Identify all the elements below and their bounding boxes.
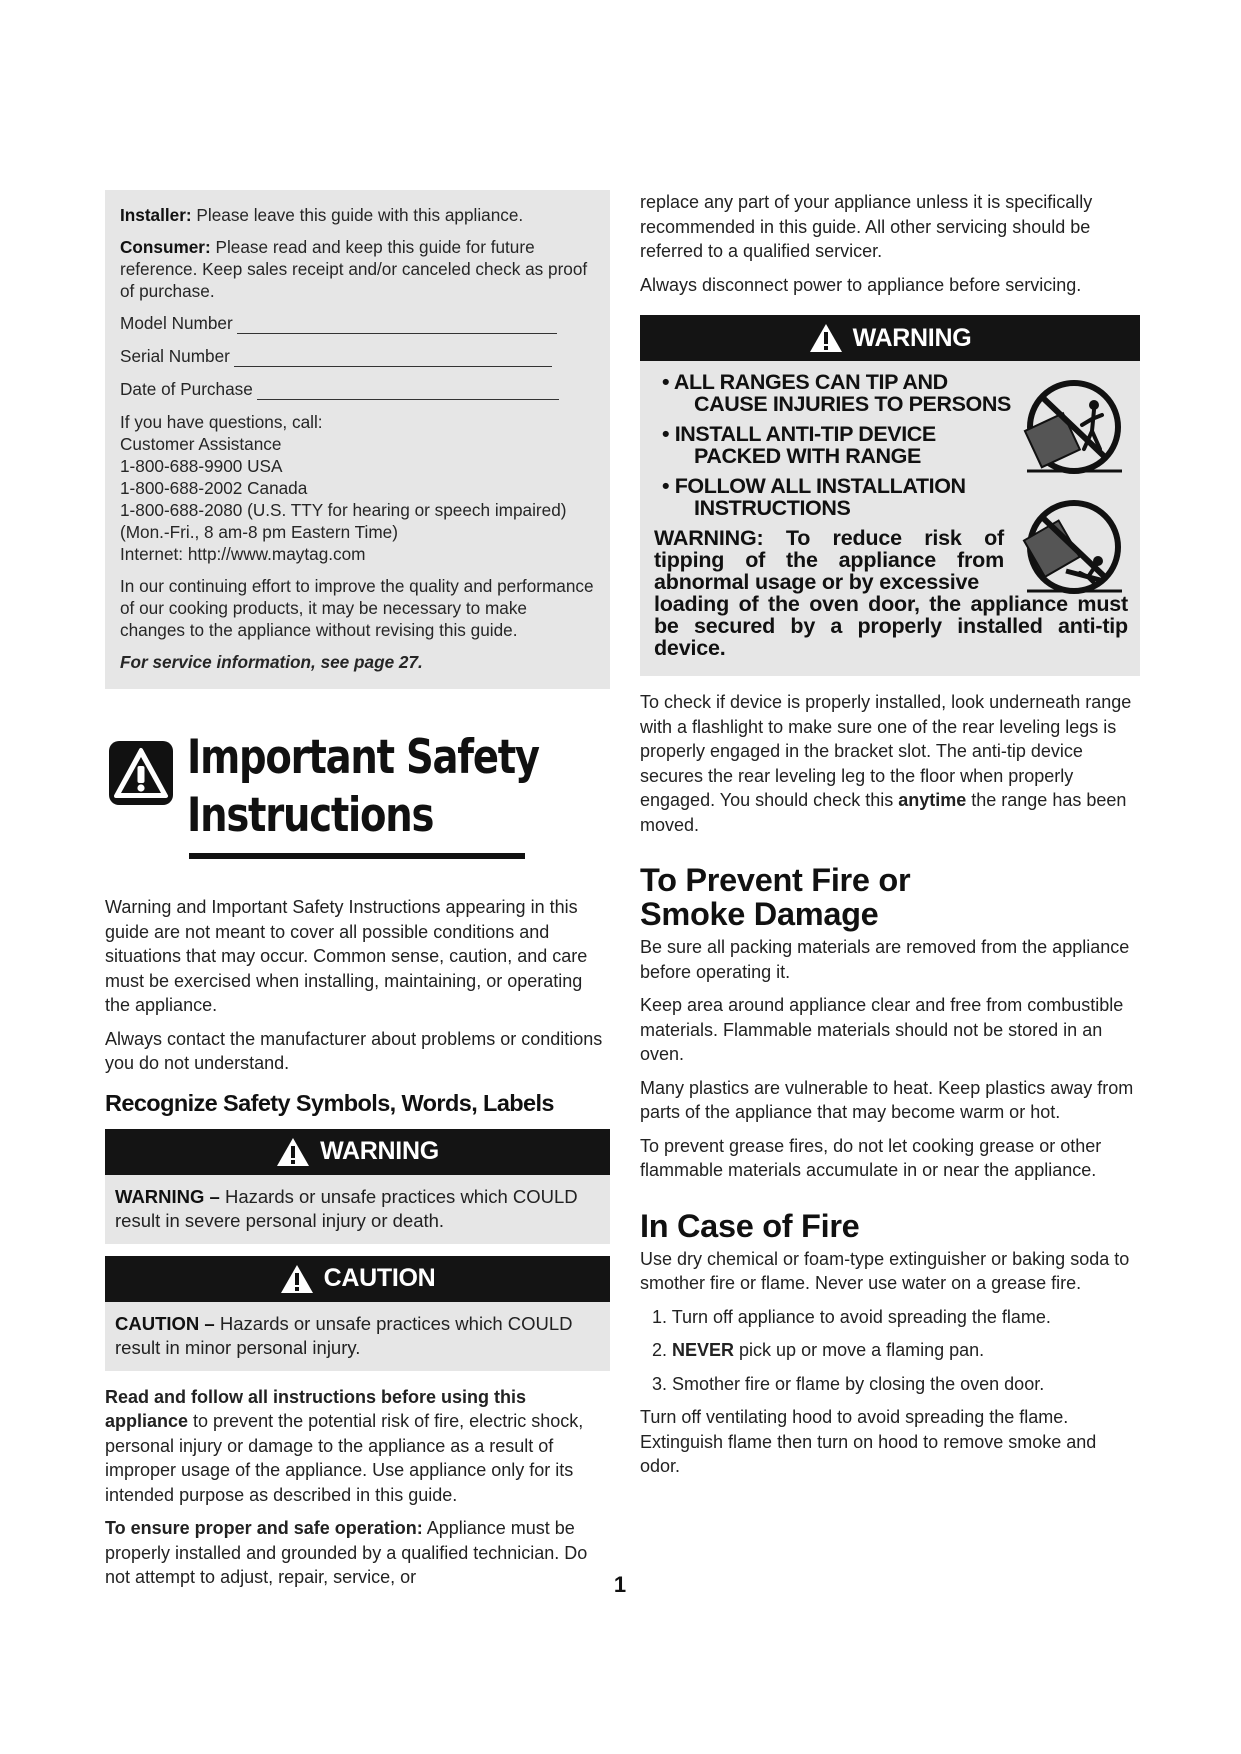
serial-number-line xyxy=(234,349,552,367)
warning-triangle-icon xyxy=(276,1137,310,1167)
anti-tip-warning-text: WARNING: To reduce risk of tipping of the appliance from abnormal usage or by excessive loading of the oven door, the appliance must be secured by a properly installed anti-tip device. xyxy=(654,526,1128,660)
extinguisher-paragraph: Use dry chemical or foam-type extinguisher or baking soda to smother fire or flame. Never use water on a grease fire. xyxy=(640,1248,1130,1293)
installer-note: Installer: Please leave this guide with this appliance. xyxy=(120,205,524,225)
warning-bar: WARNING xyxy=(105,1129,610,1175)
read-instructions-paragraph: Read and follow all instructions before using this appliance to prevent the potential risk of fire, electric shock, personal injury or damage to the appliance as a result of improper usage of the appliance. Use appliance only for its intended purpose as described in this guide. xyxy=(105,1386,584,1505)
caution-definition: CAUTION – Hazards or unsafe practices which COULD result in minor personal injury. xyxy=(105,1302,610,1371)
fire-step-2: 2. NEVER pick up or move a flaming pan. xyxy=(652,1340,985,1360)
anti-tip-warning-body xyxy=(640,361,1140,676)
ventilating-hood-paragraph: Turn off ventilating hood to avoid spreading the flame. Extinguish flame then turn on hood to remove smoke and odor. xyxy=(640,1407,1097,1476)
combustible-materials-paragraph: Keep area around appliance clear and free from combustible materials. Flammable materials should not be stored in an oven. xyxy=(640,995,1124,1064)
in-case-of-fire-heading: In Case of Fire xyxy=(640,1207,860,1244)
fire-step-1: 1. Turn off appliance to avoid spreading the flame. xyxy=(652,1306,1051,1327)
fire-prevention-heading: To Prevent Fire or Smoke Damage xyxy=(640,862,911,932)
model-number-field: Model Number xyxy=(120,312,596,334)
contact-info: If you have questions, call: Customer Assistance 1-800-688-9900 USA 1-800-688-2002 Canada 1-800-688-2080 (U.S. TTY for hearing or speech impaired) (Mon.-Fri., 8 am-8 pm Eastern Time) Internet: http://www.maytag.com xyxy=(120,412,567,564)
fire-steps-list xyxy=(640,1305,1140,1397)
plastics-paragraph: Many plastics are vulnerable to heat. Keep plastics away from parts of the appliance that may become warm or hot. xyxy=(640,1077,1134,1122)
bullet-install-device: • INSTALL ANTI-TIP DEVICE PACKED WITH RANGE xyxy=(662,422,936,468)
title-text: Important Safety Instructions xyxy=(187,730,539,843)
warning-signal-box xyxy=(105,1129,610,1244)
range-tipping-prohibited-icon xyxy=(1022,379,1126,483)
packing-materials-paragraph: Be sure all packing materials are removed from the appliance before operating it. xyxy=(640,937,1130,982)
anti-tip-check-paragraph: To check if device is properly installed, look underneath range with a flashlight to make sure one of the rear leveling legs is properly engaged in the bracket slot. The anti-tip device secures the rear leveling leg to the floor when properly engaged. You should check this anytime the range has been moved. xyxy=(640,692,1132,835)
caution-bar: CAUTION xyxy=(105,1256,610,1302)
caution-signal-box xyxy=(105,1256,610,1371)
anti-tip-warning-bar: WARNING xyxy=(640,315,1140,361)
fire-step-3: 3. Smother fire or flame by closing the oven door. xyxy=(652,1373,1045,1394)
owner-info-box xyxy=(105,190,610,689)
oven-door-loading-prohibited-icon xyxy=(1022,499,1126,603)
serial-number-field: Serial Number xyxy=(120,345,596,367)
warning-triangle-icon xyxy=(809,323,843,353)
bullet-tip-injury: • ALL RANGES CAN TIP AND CAUSE INJURIES TO PERSONS xyxy=(662,370,1011,416)
date-of-purchase-field: Date of Purchase xyxy=(120,378,596,400)
model-number-line xyxy=(237,316,557,334)
safety-symbols-heading: Recognize Safety Symbols, Words, Labels xyxy=(105,1089,554,1116)
service-note: For service information, see page 27. xyxy=(120,652,423,672)
warning-definition: WARNING – Hazards or unsafe practices which COULD result in severe personal injury or death. xyxy=(105,1175,610,1244)
disconnect-power-note: Always disconnect power to appliance before servicing. xyxy=(640,274,1082,295)
anti-tip-warning-box xyxy=(640,315,1140,676)
warning-triangle-icon xyxy=(280,1264,314,1294)
warning-triangle-icon xyxy=(107,739,175,807)
effort-note: In our continuing effort to improve the quality and performance of our cooking products, it may be necessary to make changes to the appliance without revising this guide. xyxy=(120,576,594,640)
page-number: 1 xyxy=(613,1572,627,1597)
page-title xyxy=(105,729,610,859)
bullet-follow-instructions: • FOLLOW ALL INSTALLATION INSTRUCTIONS xyxy=(662,474,966,520)
right-column xyxy=(640,190,1140,1488)
grease-fires-paragraph: To prevent grease fires, do not let cooking grease or other flammable materials accumulate in or near the appliance. xyxy=(640,1135,1102,1180)
left-column xyxy=(105,190,610,1599)
servicing-continuation: replace any part of your appliance unless it is specifically recommended in this guide. All other servicing should be referred to a qualified servicer. xyxy=(640,192,1093,261)
title-underline xyxy=(189,853,525,859)
contact-manufacturer-paragraph: Always contact the manufacturer about problems or conditions you do not understand. xyxy=(105,1028,603,1073)
date-of-purchase-line xyxy=(257,382,559,400)
consumer-note: Consumer: Please read and keep this guide for future reference. Keep sales receipt and/or canceled check as proof of purchase. xyxy=(120,237,588,301)
intro-paragraph: Warning and Important Safety Instructions appearing in this guide are not meant to cover all possible conditions and situations that may occur. Common sense, caution, and care must be exercised when installing, maintaining, or operating the appliance. xyxy=(105,897,588,1015)
proper-operation-paragraph: To ensure proper and safe operation: Appliance must be properly installed and grounded by a qualified technician. Do not attempt to adjust, repair, service, or xyxy=(105,1518,588,1587)
